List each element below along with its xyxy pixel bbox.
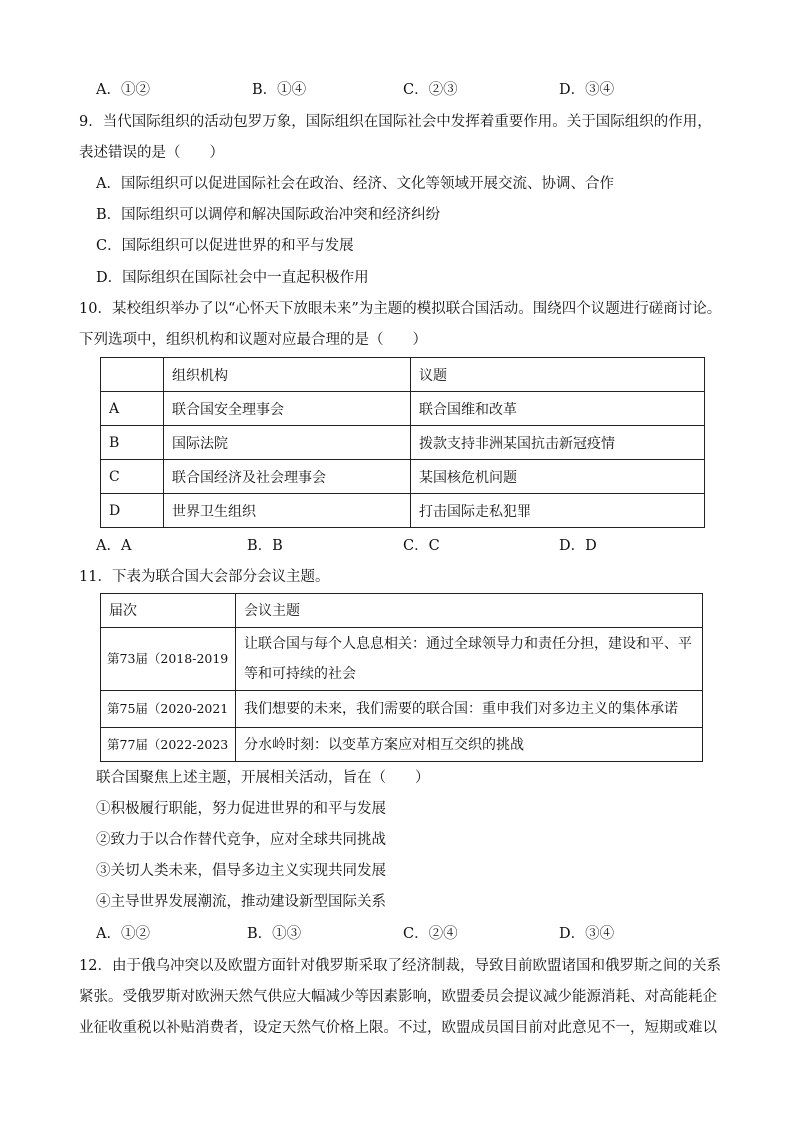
- q11-statement-3: ③关切人类未来，倡导多边主义实现共同发展: [96, 863, 386, 879]
- table-header-cell: 会议主题: [236, 594, 703, 628]
- table-cell: B: [101, 426, 164, 460]
- q10-options: [96, 536, 736, 556]
- table-cell: 国际法院: [164, 426, 411, 460]
- q9-stem-line1: 9．当代国际组织的活动包罗万象，国际组织在国际社会中发挥着重要作用。关于国际组织的作用，: [79, 114, 712, 130]
- q8-option-d[interactable]: D．③④: [559, 82, 615, 98]
- table-row: [101, 426, 705, 460]
- table-cell: 第77届（2022-2023: [101, 728, 236, 762]
- table-cell: 打击国际走私犯罪: [411, 494, 705, 528]
- q8-option-c[interactable]: C．②③: [403, 82, 458, 98]
- q8-option-a[interactable]: A．①②: [96, 82, 150, 98]
- table-header-row: [101, 594, 703, 628]
- q10-table: [100, 357, 705, 528]
- q11-options: [96, 924, 736, 944]
- q8-options: [96, 80, 736, 100]
- table-cell: 联合国经济及社会理事会: [164, 460, 411, 494]
- q12-line2: 紧张。受俄罗斯对欧洲天然气供应大幅减少等因素影响，欧盟委员会提议减少能源消耗、对高能耗企: [79, 989, 717, 1005]
- q10-option-a[interactable]: A．A: [96, 538, 132, 554]
- q11-table: [100, 593, 703, 762]
- table-row: [101, 728, 703, 762]
- q11-prompt: 联合国聚焦上述主题，开展相关活动，旨在（ ）: [96, 770, 430, 786]
- q9-option-b[interactable]: B．国际组织可以调停和解决国际政治冲突和经济纠纷: [96, 207, 441, 223]
- table-header-cell: [101, 358, 164, 392]
- table-row: [101, 460, 705, 494]
- q11-option-b[interactable]: B．①③: [247, 926, 302, 942]
- q8-option-b[interactable]: B．①④: [252, 82, 307, 98]
- table-header-cell: 议题: [411, 358, 705, 392]
- table-cell: 拨款支持非洲某国抗击新冠疫情: [411, 426, 705, 460]
- q11-option-d[interactable]: D．③④: [559, 926, 615, 942]
- q11-stem: 11．下表为联合国大会部分会议主题。: [79, 569, 330, 585]
- q11-option-c[interactable]: C．②④: [403, 926, 458, 942]
- q11-option-a[interactable]: A．①②: [96, 926, 150, 942]
- table-header-row: [101, 358, 705, 392]
- table-cell: 分水岭时刻：以变革方案应对相互交织的挑战: [236, 728, 703, 762]
- q10-stem-line2: 下列选项中，组织机构和议题对应最合理的是（ ）: [79, 332, 427, 348]
- q10-option-c[interactable]: C．C: [403, 538, 440, 554]
- table-cell: 第75届（2020-2021: [101, 691, 236, 728]
- q9-option-c[interactable]: C．国际组织可以促进世界的和平与发展: [96, 238, 354, 254]
- table-cell: 第73届（2018-2019: [101, 628, 236, 691]
- q12-line3: 业征收重税以补贴消费者，设定天然气价格上限。不过，欧盟成员国目前对此意见不一，短期或难以: [79, 1020, 717, 1036]
- q10-stem-line1: 10．某校组织举办了以“心怀天下放眼未来”为主题的模拟联合国活动。围绕四个议题进行磋商讨论。: [79, 301, 722, 317]
- table-cell: 联合国安全理事会: [164, 392, 411, 426]
- table-cell: 联合国维和改革: [411, 392, 705, 426]
- table-row: [101, 392, 705, 426]
- q9-option-d[interactable]: D．国际组织在国际社会中一直起积极作用: [96, 270, 369, 286]
- table-cell: 我们想要的未来，我们需要的联合国：重申我们对多边主义的集体承诺: [236, 691, 703, 728]
- q12-line1: 12．由于俄乌冲突以及欧盟方面针对俄罗斯采取了经济制裁，导致目前欧盟诸国和俄罗斯之间的关系: [79, 958, 721, 974]
- table-cell: 世界卫生组织: [164, 494, 411, 528]
- table-cell: A: [101, 392, 164, 426]
- q9-stem-line2: 表述错误的是（ ）: [79, 145, 224, 161]
- table-cell: D: [101, 494, 164, 528]
- table-row: [101, 628, 703, 691]
- q11-statement-4: ④主导世界发展潮流，推动建设新型国际关系: [96, 894, 386, 910]
- q9-option-a[interactable]: A．国际组织可以促进国际社会在政治、经济、文化等领域开展交流、协调、合作: [96, 176, 614, 192]
- q11-statement-1: ①积极履行职能，努力促进世界的和平与发展: [96, 801, 386, 817]
- table-cell: 让联合国与每个人息息相关：通过全球领导力和责任分担，建设和平、平等和可持续的社会: [236, 628, 703, 691]
- table-cell: 某国核危机问题: [411, 460, 705, 494]
- table-row: [101, 494, 705, 528]
- q10-option-d[interactable]: D．D: [559, 538, 597, 554]
- table-header-cell: 组织机构: [164, 358, 411, 392]
- q11-statement-2: ②致力于以合作替代竞争，应对全球共同挑战: [96, 832, 386, 848]
- q10-option-b[interactable]: B．B: [247, 538, 283, 554]
- table-cell: C: [101, 460, 164, 494]
- table-header-cell: 届次: [101, 594, 236, 628]
- table-row: [101, 691, 703, 728]
